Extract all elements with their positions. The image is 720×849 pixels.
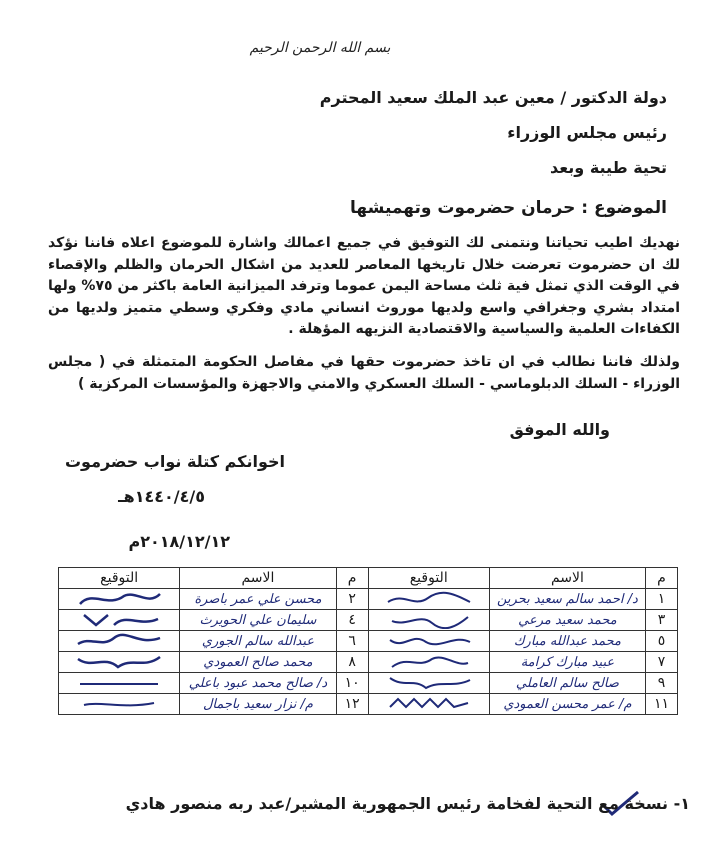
member-name: د/ احمد سالم سعيد بحرين: [489, 589, 645, 610]
recipient-line-1: دولة الدكتور / معين عبد الملك سعيد المحترم: [319, 88, 667, 107]
member-name: م/ نزار سعيد باجمال: [180, 694, 336, 715]
signature-mark: [368, 694, 489, 715]
member-name: د/ صالح محمد عبود باعلي: [180, 673, 336, 694]
member-name: سليمان علي الحويرث: [180, 610, 336, 631]
member-name: عبدالله سالم الجوري: [180, 631, 336, 652]
gregorian-date: ٢٠١٨/١٢/١٢م: [128, 532, 230, 551]
body-paragraph-2: ولذلك فاننا نطالب في ان تاخذ حضرموت حقها في مفاصل الحكومة المتمثلة في ( مجلس الوزراء - السلك الدبلوماسي - السلك العسكري والامني والاجهزة والمؤسسات المركزية ): [48, 354, 680, 392]
member-number: ٦: [336, 631, 368, 652]
signature-mark: [368, 589, 489, 610]
table-row: [59, 631, 678, 652]
signature-mark: [368, 673, 489, 694]
member-number: ٨: [336, 652, 368, 673]
col-header-no: م: [646, 568, 678, 589]
col-header-signature: التوقيع: [368, 568, 489, 589]
body-paragraph-1: نهديك اطيب تحياتنا ونتمنى لك التوفيق في جميع اعمالك واشارة للموضوع اعلاه فاننا نؤكد لك ان حضرموت تعرضت خلال تاريخها المعاصر للعديد من اشكال الحرمان والظلم والإقصاء في الوقت الذي تمثل فية ثلث مساحة اليمن عموما وترفد الميزانية العامة باكثر من ٧٥% ولها امتداد بشري وجغرافي واسع ولديها موروث انساني مادي وفكري وسطي متميز ولديها من الكفاءات العلمية والسياسية والاقتصادية النزيهه المؤهلة .: [48, 235, 681, 337]
member-name: محسن علي عمر باصرة: [180, 589, 336, 610]
col-header-signature: التوقيع: [59, 568, 180, 589]
signature-mark: [59, 610, 180, 631]
signature-mark: [59, 652, 180, 673]
member-name: محمد سعيد مرعي: [489, 610, 645, 631]
signature-mark: [59, 694, 180, 715]
signature-mark: [59, 631, 180, 652]
member-number: ١: [646, 589, 678, 610]
hijri-date: ١٤٤٠/٤/٥هـ: [118, 487, 205, 506]
closing: والله الموفق: [509, 420, 610, 439]
member-name: محمد عبدالله مبارك: [489, 631, 645, 652]
recipient-line-2: رئيس مجلس الوزراء: [507, 123, 667, 142]
member-number: ١٢: [336, 694, 368, 715]
member-name: محمد صالح العمودي: [180, 652, 336, 673]
member-number: ٣: [646, 610, 678, 631]
signature-table-header: [59, 568, 678, 589]
member-number: ٢: [336, 589, 368, 610]
subject-line: الموضوع : حرمان حضرموت وتهميشها: [350, 198, 667, 218]
col-header-name: الاسم: [180, 568, 336, 589]
table-row: [59, 652, 678, 673]
member-number: ١٠: [336, 673, 368, 694]
signature-mark: [368, 652, 489, 673]
member-number: ١١: [646, 694, 678, 715]
signature-mark: [59, 673, 180, 694]
copy-note: ١- نسخة مع التحية لفخامة رئيس الجمهورية المشير/عبد ربه منصور هادي: [125, 794, 690, 813]
col-header-name: الاسم: [489, 568, 645, 589]
signature-mark: [59, 589, 180, 610]
bismillah: بسم الله الرحمن الرحيم: [249, 40, 391, 56]
member-name: صالح سالم العاملي: [489, 673, 645, 694]
table-row: [59, 673, 678, 694]
member-number: ٧: [646, 652, 678, 673]
signature-mark: [368, 631, 489, 652]
member-number: ٩: [646, 673, 678, 694]
signature-table: [58, 567, 678, 715]
member-number: ٥: [646, 631, 678, 652]
table-row: [59, 610, 678, 631]
col-header-no: م: [336, 568, 368, 589]
member-number: ٤: [336, 610, 368, 631]
member-name: م/ عمر محسن العمودي: [489, 694, 645, 715]
table-row: [59, 694, 678, 715]
signature-mark: [368, 610, 489, 631]
table-row: [59, 589, 678, 610]
sender: اخوانكم كتلة نواب حضرموت: [64, 452, 285, 471]
member-name: عبيد مبارك كرامة: [489, 652, 645, 673]
greeting: تحية طيبة وبعد: [550, 158, 667, 177]
